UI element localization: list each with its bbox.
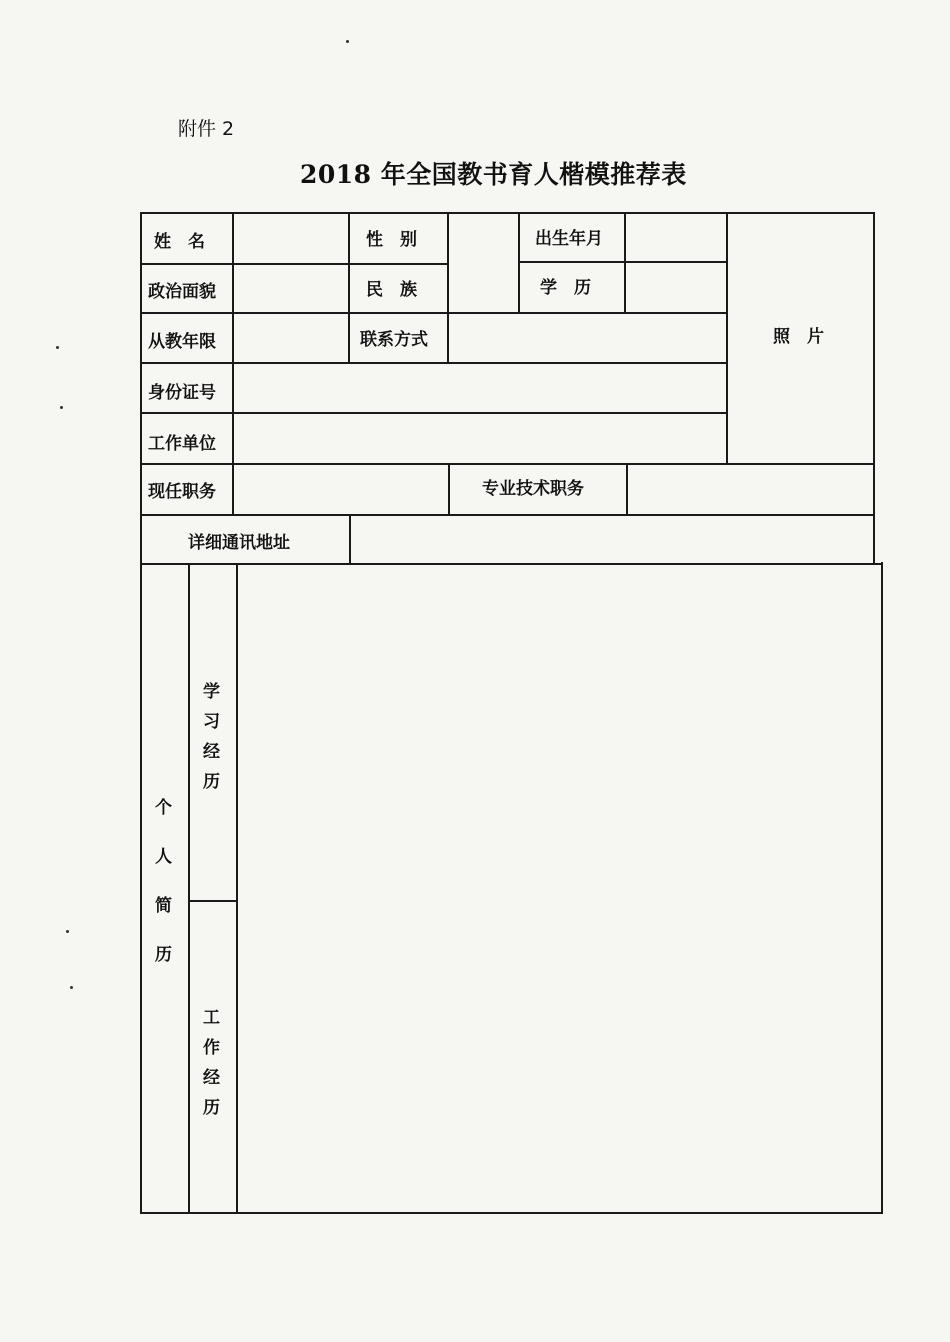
label-resume-section: [155, 800, 172, 964]
col-line-birth-label: [518, 212, 520, 312]
label-education: 学 历: [540, 278, 591, 298]
label-study-history: [203, 684, 220, 791]
annex-label: 附件 2: [178, 118, 235, 140]
work-char: 作: [203, 1038, 220, 1058]
row-line-6: [140, 514, 875, 516]
work-char: 历: [203, 1098, 220, 1118]
resume-char: 个: [155, 798, 172, 818]
row-line-study-work: [188, 900, 238, 902]
row-line-5: [140, 463, 875, 465]
resume-char: 简: [155, 896, 172, 916]
col-line-label: [232, 212, 234, 514]
scan-speck: [346, 40, 349, 43]
study-char: 习: [203, 712, 220, 732]
label-professional-title: 专业技术职务: [482, 479, 584, 499]
form-title: 2018 年全国教书育人楷模推荐表: [300, 160, 687, 189]
row-line-2: [140, 312, 728, 314]
resume-char: 人: [155, 847, 172, 867]
work-char: 经: [203, 1068, 220, 1088]
row-line-1b: [518, 261, 726, 263]
col-line-resume-sub: [236, 563, 238, 1213]
work-char: 工: [203, 1008, 220, 1028]
row-line-4: [140, 412, 728, 414]
label-workplace: 工作单位: [148, 434, 216, 454]
table-border-top: [140, 212, 875, 214]
label-birth: 出生年月: [535, 229, 603, 249]
col-line-prof-right: [626, 463, 628, 515]
col-line-gender-label: [348, 212, 350, 364]
label-contact: 联系方式: [360, 330, 428, 350]
scan-speck: [70, 986, 73, 989]
label-photo: 照 片: [773, 327, 824, 347]
study-char: 学: [203, 682, 220, 702]
label-name: 姓 名: [154, 232, 205, 252]
label-gender: 性 别: [366, 230, 417, 250]
scan-speck: [60, 406, 63, 409]
table-border-bottom: [142, 1212, 883, 1214]
label-address: 详细通讯地址: [188, 533, 290, 553]
table-border-right-lower: [881, 562, 883, 1214]
study-char: 历: [203, 772, 220, 792]
col-line-address: [349, 514, 351, 564]
scan-speck: [66, 930, 69, 933]
label-political: 政治面貌: [148, 282, 216, 302]
table-border-right-upper: [873, 212, 875, 564]
col-line-photo: [726, 212, 728, 464]
col-line-resume-section: [188, 563, 190, 1213]
col-line-prof-left: [448, 463, 450, 515]
scan-speck: [56, 346, 59, 349]
col-line-gender-value: [447, 212, 449, 364]
col-line-birth-value: [624, 212, 626, 312]
label-id-number: 身份证号: [148, 383, 216, 403]
label-ethnicity: 民 族: [366, 280, 417, 300]
label-current-post: 现任职务: [148, 482, 216, 502]
study-char: 经: [203, 742, 220, 762]
resume-char: 历: [155, 945, 172, 965]
row-line-1a: [140, 263, 448, 265]
label-work-history: [203, 1010, 220, 1117]
label-years-teaching: 从教年限: [148, 332, 216, 352]
row-line-3: [140, 362, 728, 364]
row-line-7: [140, 563, 883, 565]
